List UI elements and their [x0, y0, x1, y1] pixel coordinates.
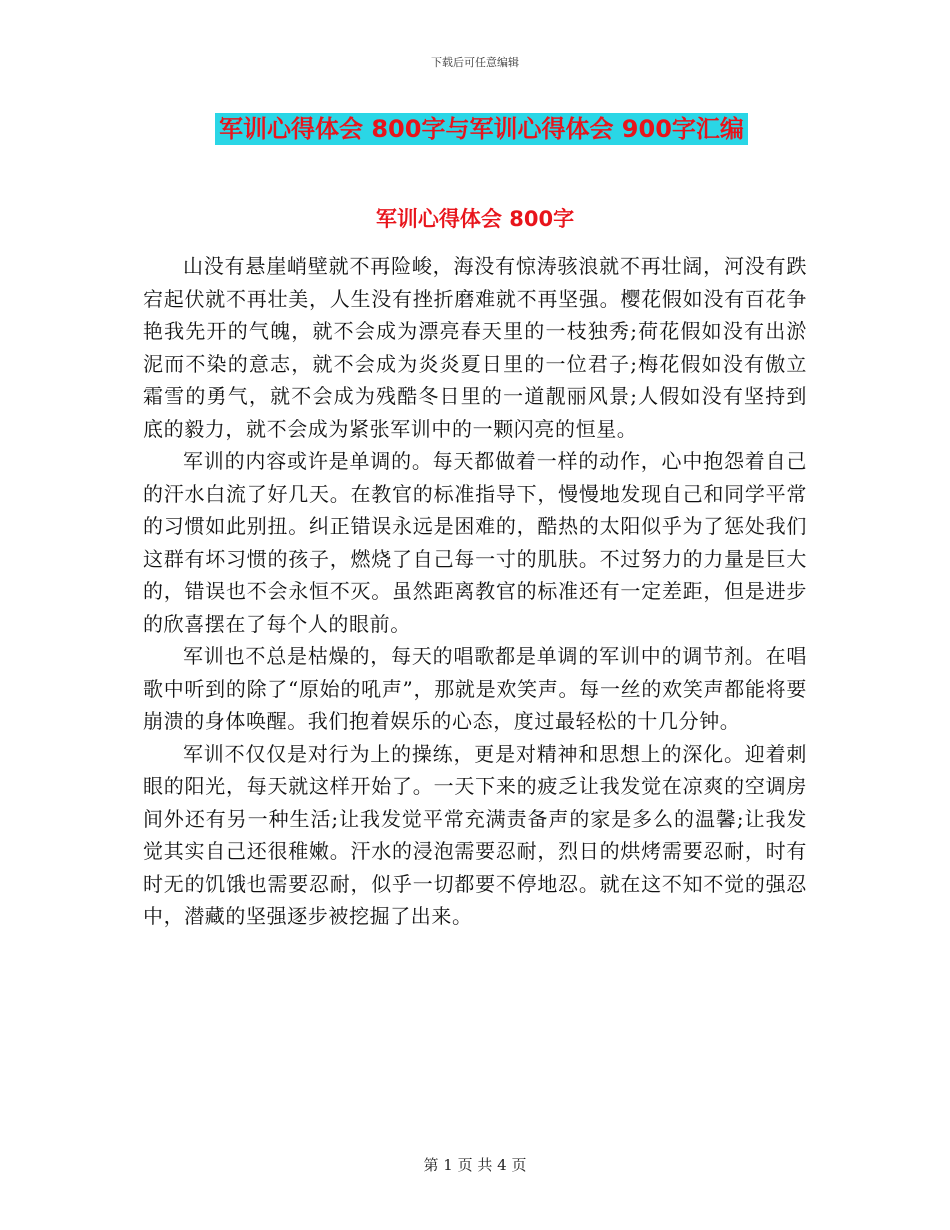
header-note: 下载后可任意编辑	[431, 56, 519, 69]
document-body	[143, 250, 807, 933]
paragraph: 山没有悬崖峭壁就不再险峻，海没有惊涛骇浪就不再壮阔，河没有跌宕起伏就不再壮美，人生没有挫折磨难就不再坚强。樱花假如没有百花争艳我先开的气魄，就不会成为漂亮春天里的一枝独秀;荷花假如没有出淤泥而不染的意志，就不会成为炎炎夏日里的一位君子;梅花假如没有傲立霜雪的勇气，就不会成为残酷冬日里的一道靓丽风景;人假如没有坚持到底的毅力，就不会成为紧张军训中的一颗闪亮的恒星。	[143, 254, 807, 441]
page-number: 第 1 页 共 4 页	[423, 1156, 527, 1174]
paragraph: 军训不仅仅是对行为上的操练，更是对精神和思想上的深化。迎着刺眼的阳光，每天就这样开始了。一天下来的疲乏让我发觉在凉爽的空调房间外还有另一种生活;让我发觉平常充满责备声的家是多么的温馨;让我发觉其实自己还很稚嫩。汗水的浸泡需要忍耐，烈日的烘烤需要忍耐，时有时无的饥饿也需要忍耐，似乎一切都要不停地忍。就在这不知不觉的强忍中，潜藏的坚强逐步被挖掘了出来。	[143, 741, 807, 928]
section-title: 军训心得体会 800字	[375, 207, 575, 231]
paragraph: 军训的内容或许是单调的。每天都做着一样的动作，心中抱怨着自己的汗水白流了好几天。在教官的标准指导下，慢慢地发现自己和同学平常的习惯如此别扭。纠正错误永远是困难的，酷热的太阳似乎为了惩处我们这群有坏习惯的孩子，燃烧了自己每一寸的肌肤。不过努力的力量是巨大的，错误也不会永恒不灭。虽然距离教官的标准还有一定差距，但是进步的欣喜摆在了每个人的眼前。	[143, 449, 807, 636]
paragraph: 军训也不总是枯燥的，每天的唱歌都是单调的军训中的调节剂。在唱歌中听到的除了“原始的吼声”，那就是欢笑声。每一丝的欢笑声都能将要崩溃的身体唤醒。我们抱着娱乐的心态，度过最轻松的十几分钟。	[143, 644, 807, 733]
document-title: 军训心得体会 800字与军训心得体会 900字汇编	[215, 113, 748, 145]
